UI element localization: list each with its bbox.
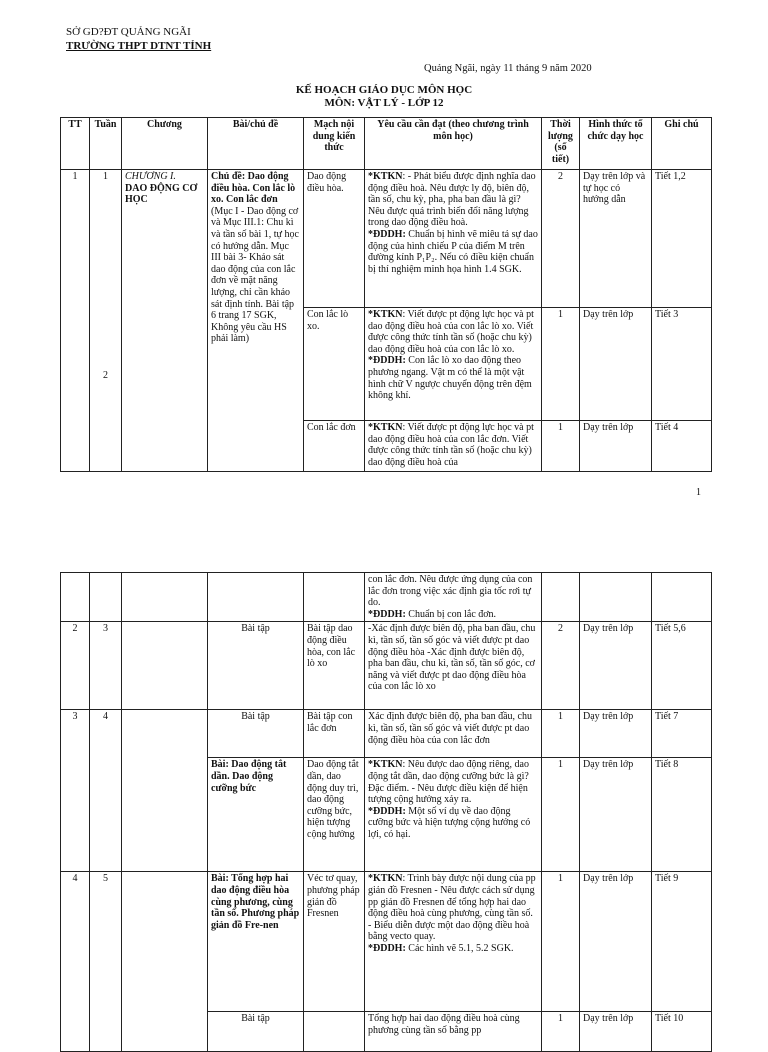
- row-tuan: [90, 170, 122, 472]
- row-mach: [304, 1012, 365, 1052]
- continued-text: con lắc đơn. Nêu được ứng dụng của con lắc đơn trong việc xác định gia tốc rơi tự do.: [368, 574, 533, 609]
- row-thoiluong: 1: [542, 421, 580, 472]
- row-yeucau: Xác định được biên độ, pha ban đầu, chu kì, tần số, tần số góc và viết được pt dao động điều hòa của con lắc đơn: [365, 710, 542, 758]
- dddh-label: *ĐDDH:: [368, 228, 406, 240]
- row-chuong: [122, 622, 208, 710]
- plan-table-page-2: [60, 572, 712, 1052]
- dddh-label: *ĐDDH:: [368, 355, 406, 367]
- row-ghichu: [652, 573, 712, 622]
- row-yeucau: [365, 758, 542, 872]
- row-hinhthuc: Dạy trên lớp: [580, 872, 652, 1012]
- ktkn-text: : Trình bày được nội dung của pp giản đồ Fresnen - Nêu được cách sử dụng pp giản đồ Fresnen để tổng hợp hai dao động điều hoà cùng phương, cùng tần số. - Biểu diễn được một dao động điều hoà bằng vecto quay.: [368, 873, 536, 943]
- row-hinhthuc: Dạy trên lớp: [580, 1012, 652, 1052]
- row-bai: Bài: Dao động tắt dần. Dao động cưỡng bức: [208, 758, 304, 872]
- row-tuan: 5: [90, 872, 122, 1052]
- table-row: [61, 170, 712, 308]
- ktkn-text: : - Phát biểu được định nghĩa dao động điều hoà. Nêu được ly độ, biên độ, tần số, chu kỳ, pha, pha ban đầu là gì? Nêu được quá trình biến đổi năng lượng trong dao động điều hoà.: [368, 171, 536, 229]
- row-tt: [61, 573, 90, 622]
- row-hinhthuc: Dạy trên lớp: [580, 710, 652, 758]
- row-tt: 4: [61, 872, 90, 1052]
- ktkn-label: *KTKN: [368, 759, 403, 771]
- dddh-text: Một số ví dụ về dao động cưỡng bức và hiện tượng cộng hưởng có lợi, có hại.: [368, 805, 531, 840]
- row-yeucau: [365, 872, 542, 1012]
- row-chuong: [122, 170, 208, 472]
- dddh-text: Chuẩn bị hình vẽ miêu tả sự dao động của hình chiếu P của điểm M trên đường kính P₁P₂. Nếu có điều kiện chuẩn bị thí nghiệm minh họa hình 1.4 SGK.: [368, 228, 538, 275]
- row-tuan: 4: [90, 710, 122, 872]
- document-subtitle: MÔN: VẬT LÝ - LỚP 12: [324, 97, 444, 109]
- row-tuan: 3: [90, 622, 122, 710]
- row-thoiluong: 2: [542, 622, 580, 710]
- ktkn-text: : Viết được pt động lực học và pt dao động điều hoà của con lắc lò xo. Viết được công thức tính tần số (hoặc chu kỳ) dao động điều hoà của con lắc lò xo.: [368, 309, 534, 355]
- chapter-number: CHƯƠNG I.: [125, 171, 176, 182]
- row-yeucau: [365, 421, 542, 472]
- page-number: 1: [696, 487, 701, 498]
- table-row: [61, 710, 712, 758]
- col-header-yeucau: Yêu cầu cần đạt (theo chương trình môn học): [365, 118, 542, 170]
- row-tt: 2: [61, 622, 90, 710]
- document-date: Quảng Ngãi, ngày 11 tháng 9 năm 2020: [424, 63, 592, 74]
- row-thoiluong: 1: [542, 710, 580, 758]
- row-mach: Con lắc đơn: [304, 421, 365, 472]
- ktkn-text: : Nêu được dao động riêng, dao động tắt dần, dao động cưỡng bức là gì? Đặc điểm. - Nêu được điều kiện để hiện tượng cộng hưởng xảy ra.: [368, 759, 529, 806]
- dddh-label: *ĐDDH:: [368, 805, 406, 817]
- table-row: [61, 622, 712, 710]
- col-header-ghichu: Ghi chú: [652, 118, 712, 170]
- row-ghichu: Tiết 10: [652, 1012, 712, 1052]
- col-header-chuong: Chương: [122, 118, 208, 170]
- ktkn-text: : Viết được pt động lực học và pt dao động điều hoà của con lắc đơn. Viết được công thức tính tần số (hoặc chu kỳ) dao động điều hoà của: [368, 422, 534, 468]
- row-hinhthuc: Dạy trên lớp: [580, 622, 652, 710]
- row-chuong: [122, 573, 208, 622]
- row-yeucau: [365, 573, 542, 622]
- row-ghichu: Tiết 5,6: [652, 622, 712, 710]
- dddh-text: Con lắc lò xo dao động theo phương ngang. Vật m có thể là một vật hình chữ V ngược chuyển động trên đệm không khí.: [368, 355, 532, 402]
- row-thoiluong: 1: [542, 1012, 580, 1052]
- ktkn-label: *KTKN: [368, 873, 403, 885]
- week-1: 1: [103, 171, 108, 182]
- row-tt: 1: [61, 170, 90, 472]
- row-hinhthuc: Dạy trên lớp: [580, 308, 652, 421]
- table-row: [61, 872, 712, 1012]
- row-chuong: [122, 710, 208, 872]
- row-bai: [208, 573, 304, 622]
- row-ghichu: Tiết 1,2: [652, 170, 712, 308]
- dddh-text: Chuẩn bị con lắc đơn.: [405, 608, 497, 620]
- row-ghichu: Tiết 3: [652, 308, 712, 421]
- row-mach: Dao động điều hòa.: [304, 170, 365, 308]
- ktkn-label: *KTKN: [368, 309, 403, 320]
- row-bai: Bài: Tổng hợp hai dao động điều hòa cùng phương, cùng tần số. Phương pháp giản đồ Fre-nen: [208, 872, 304, 1012]
- title-block: [0, 84, 768, 110]
- department-name: SỞ GD?ĐT QUẢNG NGÃI: [66, 26, 191, 38]
- plan-table-page-1: [60, 117, 712, 472]
- row-hinhthuc: Dạy trên lớp: [580, 421, 652, 472]
- week-2: 2: [103, 370, 108, 381]
- col-header-mach: Mạch nội dung kiến thức: [304, 118, 365, 170]
- row-tuan: [90, 573, 122, 622]
- row-hinhthuc: Dạy trên lớp: [580, 758, 652, 872]
- row-thoiluong: [542, 573, 580, 622]
- row-ghichu: Tiết 7: [652, 710, 712, 758]
- row-mach: Con lắc lò xo.: [304, 308, 365, 421]
- row-ghichu: Tiết 8: [652, 758, 712, 872]
- row-thoiluong: 1: [542, 758, 580, 872]
- chapter-title: DAO ĐỘNG CƠ HỌC: [125, 182, 198, 206]
- col-header-hinhthuc: Hình thức tổ chức dạy học: [580, 118, 652, 170]
- row-ghichu: Tiết 4: [652, 421, 712, 472]
- dddh-label: *ĐDDH:: [368, 942, 406, 954]
- row-mach: Dao động tắt dần, dao động duy trì, dao động cưỡng bức, hiện tượng cộng hưởng: [304, 758, 365, 872]
- col-header-tt: TT: [61, 118, 90, 170]
- row-bai: Bài tập: [208, 622, 304, 710]
- col-header-tuan: Tuần: [90, 118, 122, 170]
- row-mach: Bài tập con lắc đơn: [304, 710, 365, 758]
- ktkn-label: *KTKN: [368, 422, 403, 433]
- col-header-bai: Bài/chủ đề: [208, 118, 304, 170]
- col-header-thoiluong: Thời lượng (số tiết): [542, 118, 580, 170]
- row-yeucau: [365, 170, 542, 308]
- table-header-row: [61, 118, 712, 170]
- row-thoiluong: 1: [542, 308, 580, 421]
- school-name: TRƯỜNG THPT DTNT TỈNH: [66, 40, 212, 52]
- row-mach: Bài tập dao động điều hòa, con lắc lò xo: [304, 622, 365, 710]
- row-bai: [208, 170, 304, 472]
- row-thoiluong: 2: [542, 170, 580, 308]
- topic-detail: (Mục I - Dao động cơ và Mục III.1: Chu kì và tần số bài 1, tự học có hướng dẫn. Mục III bài 3- Khảo sát dao động của con lắc đơn về mặt năng lượng, chỉ cần khảo sát định tính. Bài tập 6 trang 17 SGK, Không yêu cầu HS phải làm): [211, 205, 299, 345]
- row-yeucau: [365, 308, 542, 421]
- row-ghichu: Tiết 9: [652, 872, 712, 1012]
- document-title: KẾ HOẠCH GIÁO DỤC MÔN HỌC: [295, 84, 473, 96]
- ktkn-label: *KTKN: [368, 171, 403, 182]
- row-yeucau: -Xác định được biên độ, pha ban đầu, chu kì, tần số, tần số góc và viết được pt dao động điều hòa -Xác định được biên độ, pha ban đầu, chu kì, tần số, tần số góc, cơ năng và viết được pt dao động điều hòa của con lắc lò xo: [365, 622, 542, 710]
- row-mach: [304, 573, 365, 622]
- topic-title: Chủ đề: Dao động điều hòa. Con lắc lò xo. Con lắc đơn: [211, 171, 296, 206]
- row-thoiluong: 1: [542, 872, 580, 1012]
- row-tt: 3: [61, 710, 90, 872]
- row-hinhthuc: Dạy trên lớp và tự học có hướng dẫn: [580, 170, 652, 308]
- dddh-text: Các hình vẽ 5.1, 5.2 SGK.: [405, 942, 514, 954]
- row-yeucau: Tổng hợp hai dao động điều hoà cùng phương cùng tần số bằng pp: [365, 1012, 542, 1052]
- row-bai: Bài tập: [208, 1012, 304, 1052]
- row-hinhthuc: [580, 573, 652, 622]
- dddh-label: *ĐDDH:: [368, 608, 406, 620]
- row-bai: Bài tập: [208, 710, 304, 758]
- row-chuong: [122, 872, 208, 1052]
- table-row: [61, 573, 712, 622]
- row-mach: Véc tơ quay, phương pháp giản đồ Fresnen: [304, 872, 365, 1012]
